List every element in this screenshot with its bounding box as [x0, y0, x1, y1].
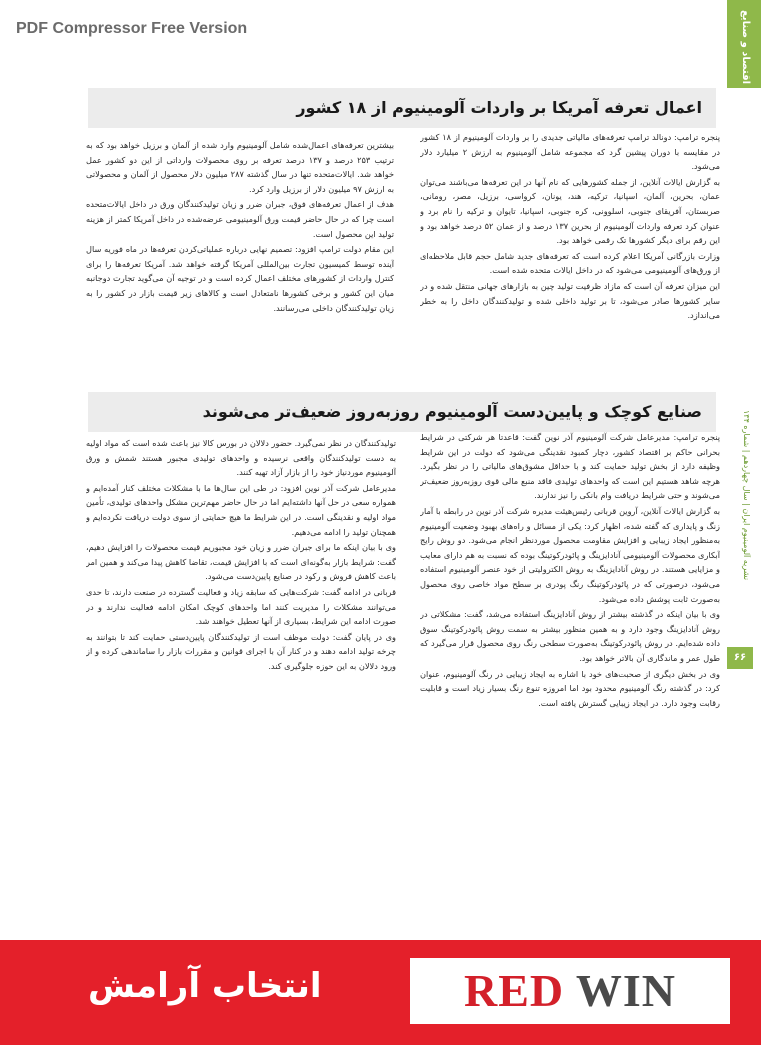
article2-column-right [420, 430, 720, 934]
paragraph: هدف از اعمال تعرفه‌های فوق، جبران ضرر و زیان تولیدکنندگان ورق در داخل ایالات‌متحده است چرا که در حال حاضر قیمت ورق آلومینیومی عرضه‌شده در داخل آمریکا کمتر از هزینه تولید این محصول است. [86, 199, 394, 239]
paragraph: وی با بیان اینکه ما برای جبران ضرر و زیان خود مجبوریم قیمت محصولات را افزایش دهیم، گفت: شرایط بازار به‌گونه‌ای است که با افزایش قیمت، تقاضا کاهش پیدا می‌کند و همین امر باعث کاهش فروش و رکود در صنایع پایین‌دست می‌شود. [86, 542, 396, 582]
article1-column-left [86, 138, 394, 386]
paragraph: وی با بیان اینکه در گذشته بیشتر از روش آنادایزینگ استفاده می‌شد، گفت: مشکلاتی در روش آنادایزینگ وجود دارد و به همین منظور بیشتر به سمت روش پائودرکوتینگ سوق داده شده‌ایم. در روش پائودرکوتینگ به‌صورت سطحی رنگ روی محصول قرار می‌گیرد که طول عمر و ماندگاری آن بالاتر خواهد بود. [420, 609, 720, 663]
magazine-info-strip: نشریه آلومینیوم ایران | سال چهاردهم | شماره ۱۳۴ [742, 410, 751, 581]
article2-title: صنایع کوچک و پایین‌دست آلومینیوم روزبه‌روز ضعیف‌تر می‌شوند [88, 392, 716, 432]
page-number: ۶۶ [727, 647, 753, 669]
ad-slogan: انتخاب آرامش [88, 966, 322, 1006]
paragraph: تولیدکنندگان در نظر نمی‌گیرد. حضور دلالان در بورس کالا نیز باعث شده است که مواد اولیه به دست تولیدکنندگان واقعی نرسیده و واحدهای تولیدی مجبور هستند شمش و ورق آلومینیوم موردنیاز خود را از بازار آزاد تهیه کنند. [86, 438, 396, 478]
article1-column-right [420, 130, 720, 386]
paragraph: قربانی در ادامه گفت: شرکت‌هایی که سابقه زیاد و فعالیت گسترده در صنعت دارند، تا حدی می‌توانند مشکلات را مدیریت کنند اما واحدهای کوچک امکان ادامه فعالیت ندارند و در صورت ادامه این شرایط، بسیاری از آنها تعطیل خواهند شد. [86, 586, 396, 627]
logo-text-red: RED [464, 965, 565, 1016]
advertisement-banner[interactable] [0, 940, 761, 1045]
section-tab-label: اقتصاد و صنایع [740, 10, 751, 85]
watermark: PDF Compressor Free Version [16, 20, 248, 37]
article1-title: اعمال تعرفه آمریکا بر واردات آلومینیوم از ۱۸ کشور [88, 88, 716, 128]
paragraph: وزارت بازرگانی آمریکا اعلام کرده است که تعرفه‌های جدید شامل حجم قابل ملاحظه‌ای از ورق‌های آلومینیومی می‌شود که در داخل ایالات متحده شده است. [420, 250, 720, 276]
paragraph: پنجره ترامپ: مدیرعامل شرکت آلومینیوم آذر نوین گفت: قاعدتا هر شرکتی در شرایط بحرانی حاکم بر اقتصاد کشور، دچار کمبود نقدینگی می‌شود که دولت در این شرایط وظیفه دارد از بخش تولید حمایت کند و با حداقل مشوق‌های مالیاتی را در نظر بگیرد. هرچه شاهد هستیم این است که واحدهای تولیدی فاقد منبع مالی قوی روزبه‌روز ضعیف‌تر می‌شوند و حتی شرایط دریافت وام بانکی را نیز ندارند. [420, 432, 720, 501]
paragraph: پنجره ترامپ: دونالد ترامپ تعرفه‌های مالیاتی جدیدی را بر واردات آلومینیوم از ۱۸ کشور در مقایسه با دوران پیشین گرد که مجموعه شامل آلومینیوم به ارزش ۲ میلیارد دلار می‌شود. [420, 132, 720, 172]
article2-column-left [86, 436, 396, 934]
paragraph: مدیرعامل شرکت آذر نوین افزود: در طی این سال‌ها ما با مشکلات مختلف کنار آمده‌ایم و همواره سعی در حل آنها داشته‌ایم اما در حال حاضر مهم‌ترین مشکل واحدهای تولیدی، تأمین مواد اولیه و نقدینگی است. در این شرایط ما هیچ حمایتی از سوی دولت دریافت نکرده‌ایم و همچنان تولید را ادامه می‌دهیم. [86, 482, 396, 537]
paragraph: به گزارش ایالات آنلاین، از جمله کشورهایی که نام آنها در این تعرفه‌ها می‌باشند می‌توان عمان، بحرین، آلمان، اسپانیا، ترکیه، هند، یونان، کرواسی، برزیل، مصر، رومانی، صربستان، آفریقای جنوبی، اسلوونی، کره جنوبی، اسپانیا، تایوان و ترکیه را نام برد و عنوان کرد تعرفه واردات آلومینیوم از بحرین ۱۳۷ درصد و از عمان ۵۲ درصد خواهد بود و این رقم برای دیگر کشورها تک رقمی خواهد بود. [420, 176, 720, 246]
paragraph: وی در بخش دیگری از صحبت‌های خود با اشاره به ایجاد زیبایی در رنگ آلومینیوم، عنوان کرد: در گذشته رنگ آلومینیوم محدود بود اما امروزه تنوع رنگ بسیار زیاد است و قابلیت رقابت وجود دارد. در ایجاد زیبایی گسترش یافته است. [420, 668, 720, 708]
paragraph: بیشترین تعرفه‌های اعمال‌شده شامل آلومینیوم وارد شده از آلمان و برزیل خواهد بود که به ترتیب ۲۵۳ درصد و ۱۳۷ درصد تعرفه بر روی محصولات وارداتی از این دو کشور عمل خواهد شد. ایالات‌متحده تنها در سال گذشته ۲۸۷ میلیون دلار محصول از آلمان و محصولاتی به ارزش ۹۷ میلیون دلار از برزیل وارد کرد. [86, 140, 394, 194]
logo-text-win: WIN [575, 965, 676, 1016]
paragraph: این میزان تعرفه آن است که مازاد ظرفیت تولید چین به بازارهای جهانی منتقل شده و در سایر کشورها صادر می‌شود، تا بر تولید داخلی شده و تولیدکنندگان داخل را به خطر می‌اندازد. [420, 280, 720, 321]
paragraph: به گزارش ایالات آنلاین، آروین قربانی رئیس‌هیئت مدیره شرکت آذر نوین در رابطه با آمار زنگ و پایداری که گفته شده، اظهار کرد: یکی از مسائل و راه‌های بهبود وضعیت آلومینیوم به‌منظور ایجاد زیبایی و افزایش مقاومت محصول موردنظر انجام می‌شود. دو روش رایج آبکاری محصولات آلومینیومی آنادایزینگ و پائودرکوتینگ بوده که نسبت به هم دارای معایب و مزایایی هستند. در روش آنادایزینگ به روش الکترولیتی از خود عنصر آلومینیوم استفاده می‌شود، درصورتی که در پائودرکوتینگ رنگ پودری بر سطح مواد خاصی روی محصول به‌صورت ثابت پوشش داده می‌شود. [420, 505, 720, 604]
paragraph: وی در پایان گفت: دولت موظف است از تولیدکنندگان پایین‌دستی حمایت کند تا بتوانند به چرخه تولید ادامه دهند و در کنار آن با اجرای قوانین و مقررات بازار را ساماندهی کرده و از ورود دلالان به این حوزه جلوگیری کند. [86, 631, 396, 671]
paragraph: این مقام دولت ترامپ افزود: تصمیم نهایی درباره عملیاتی‌کردن تعرفه‌ها در ماه فوریه سال آینده توسط کمیسیون تجارت بین‌المللی آمریکا گرفته خواهد شد. آمریکا تعرفه‌ها را برای کنترل واردات از کشورهای مختلف اعمال کرده است و در توجیه آن می‌گوید تجارت دوجانبه میان این کشور و برخی کشورها نامتعادل است و کالاهای زیر قیمت بازار در کشور را به زیان تولیدکنندگان داخلی می‌رسانند. [86, 244, 394, 313]
section-tab [727, 0, 761, 88]
brand-logo [410, 958, 730, 1024]
